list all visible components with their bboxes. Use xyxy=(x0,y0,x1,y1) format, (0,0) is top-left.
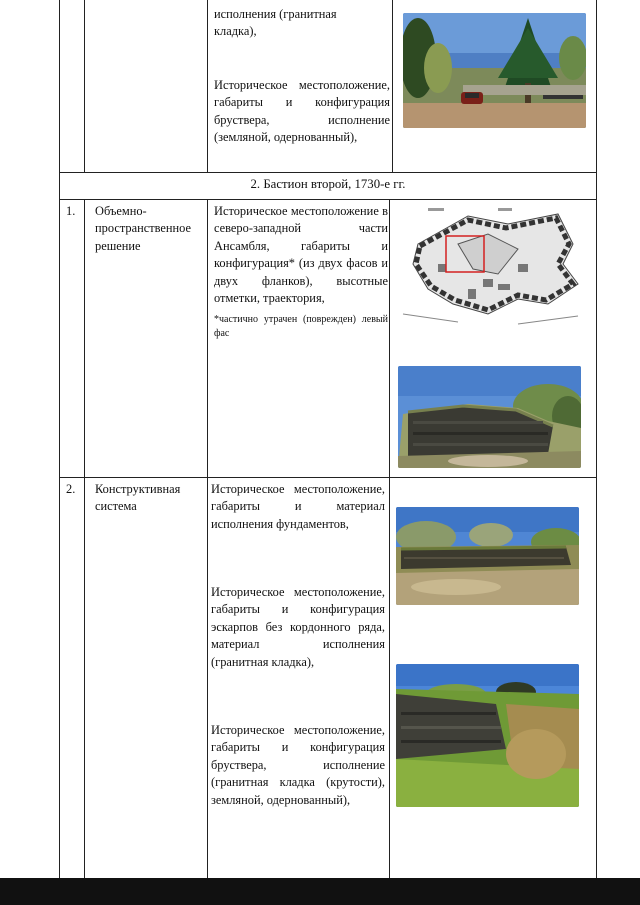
top-row-text-continued xyxy=(214,6,390,41)
row-parapet-text: Историческое местоположение, габариты и конфигурация бруствера, исполнение (гранитная кладка (крутости), земляной, одернованный), xyxy=(211,723,385,807)
photo-bastion-wall xyxy=(398,366,581,468)
table-col-divider-2 xyxy=(207,199,208,878)
section-heading: 2. Бастион второй, 1730-е гг. xyxy=(250,177,406,191)
row-footnote: *частично утрачен (поврежден) левый фас xyxy=(214,314,388,339)
table-col-divider-3 xyxy=(392,0,393,172)
table-col-divider-2 xyxy=(207,0,208,172)
text-line xyxy=(214,6,390,23)
plan-map-image xyxy=(398,204,584,330)
row-category-name: Конструктивная система xyxy=(95,482,181,514)
row-scarp-text: Историческое местоположение, габариты и конфигурация эскарпов без кордонного ряда, материал исполнения (гранитная кладка), xyxy=(211,585,385,669)
row-foundations-text: Историческое местоположение, габариты и материал исполнения фундаментов, xyxy=(211,482,385,531)
row-number: 2. xyxy=(66,482,76,496)
table-left-border xyxy=(59,0,60,878)
row-description: Историческое местоположение в северо-западной части Ансамбля, габариты и конфигурация* (из двух фасов и двух фланков), высотные отметки, траектория, xyxy=(214,204,388,306)
table-right-border xyxy=(596,0,597,878)
table-col-divider-3 xyxy=(389,199,390,878)
word: исполнения (гранитная xyxy=(214,7,337,21)
table-row-border xyxy=(59,477,597,478)
row-category-name: Объемно-пространственное решение xyxy=(95,204,192,253)
top-row-parapet-text: Историческое местоположение, габариты и конфигурация бруствера, исполнение (земляной, одернованный), xyxy=(214,78,390,145)
text-line: кладка), xyxy=(214,24,257,39)
row-number: 1. xyxy=(66,204,76,218)
table-col-divider-1 xyxy=(84,0,85,172)
photo-earthwork-bastion xyxy=(396,507,579,605)
photo-tree-with-car xyxy=(403,13,586,128)
table-row-border xyxy=(59,172,597,173)
table-row-border xyxy=(59,199,597,200)
photo-granite-scarp xyxy=(396,664,579,807)
scan-bottom-edge xyxy=(0,878,640,905)
table-col-divider-1 xyxy=(84,199,85,878)
